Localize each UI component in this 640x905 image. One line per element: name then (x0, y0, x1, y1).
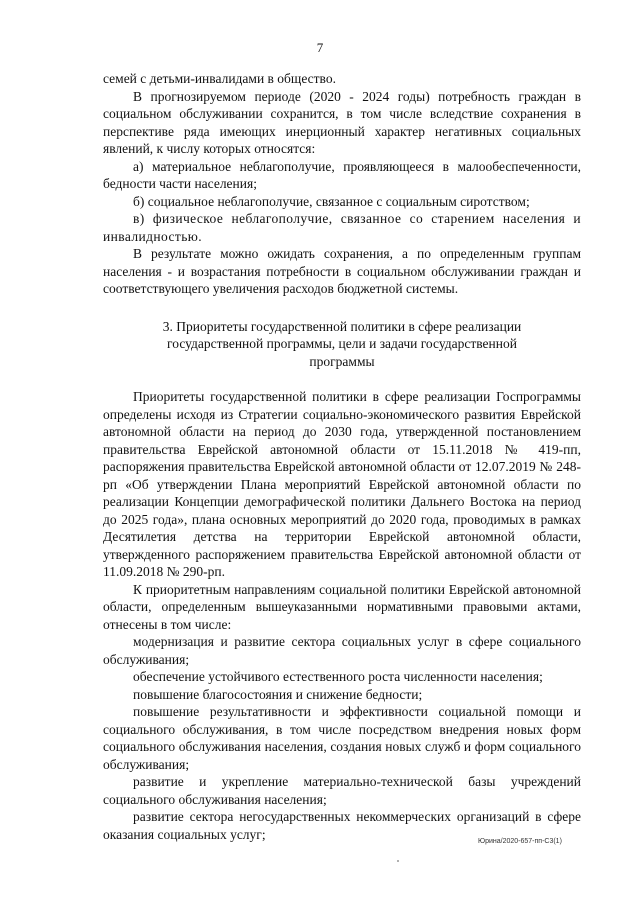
paragraph: К приоритетным направлениям социальной политики Еврейской автономной области, определенным вышеуказанными нормативными правовыми актами, отнесены в том числе: (103, 581, 581, 632)
document-body (103, 70, 581, 843)
paragraph: а) материальное неблагополучие, проявляющееся в малообеспеченности, бедности части населения; (103, 158, 581, 191)
paragraph: повышение результативности и эффективности социальной помощи и социального обслуживания, в том числе посредством внедрения новых форм социального обслуживания населения, создания новых служб и форм социального обслуживания; (103, 704, 581, 772)
section-heading-line: государственной программы, цели и задачи государственной (167, 336, 517, 351)
footer-document-code: Юрина/2020-657-пп-С3(1) (478, 838, 562, 845)
paragraph: повышение благосостояния и снижение бедности; (133, 686, 423, 702)
paragraph: модернизация и развитие сектора социальных услуг в сфере социального обслуживания; (103, 634, 581, 667)
paragraph: В прогнозируемом периоде (2020 - 2024 годы) потребность граждан в социальном обслуживании сохранится, в том числе вследствие сохранения в перспективе ряда имеющих инерционный характер негативных социальных явлений, к числу которых относятся: (103, 88, 581, 156)
section-heading-line: программы (309, 353, 375, 369)
paragraph: семей с детьми-инвалидами в общество. (103, 71, 336, 86)
paragraph: развитие сектора негосударственных некоммерческих организаций в сфере оказания социальных услуг; (103, 809, 581, 842)
page-number: 7 (316, 40, 324, 55)
paragraph: б) социальное неблагополучие, связанное с социальным сиротством; (133, 193, 530, 209)
paragraph: в) физическое неблагополучие, связанное со старением населения и инвалидностью. (103, 211, 581, 244)
paragraph: Приоритеты государственной политики в сфере реализации Госпрограммы определены исходя из Стратегии социально-экономического развития Еврейской автономной области на период до 2030 года, утвержденной постановлением правительства Еврейской автономной области от 15.11.2018 № 419-пп, распоряжения правительства Еврейской автономной области от 12.07.2019 № 248-рп «Об утверждении Плана мероприятий Еврейской автономной области по реализации Концепции демографической политики Дальнего Востока на период до 2025 года», плана основных мероприятий до 2020 года, проводимых в рамках Десятилетия детства на территории Еврейской автономной области, утвержденного распоряжением правительства Еврейской автономной области от 11.09.2018 № 290-рп. (103, 389, 581, 579)
scan-artifact-dot (397, 860, 399, 862)
paragraph: развитие и укрепление материально-технической базы учреждений социального обслуживания населения; (103, 774, 581, 807)
section-heading-line: 3. Приоритеты государственной политики в сфере реализации (162, 318, 522, 334)
paragraph: обеспечение устойчивого естественного роста численности населения; (133, 669, 543, 684)
section-heading (103, 318, 581, 371)
paragraph: В результате можно ожидать сохранения, а по определенным группам населения - и возрастания потребности в социальном обслуживании граждан и соответствующего увеличения расходов бюджетной системы. (103, 246, 581, 296)
